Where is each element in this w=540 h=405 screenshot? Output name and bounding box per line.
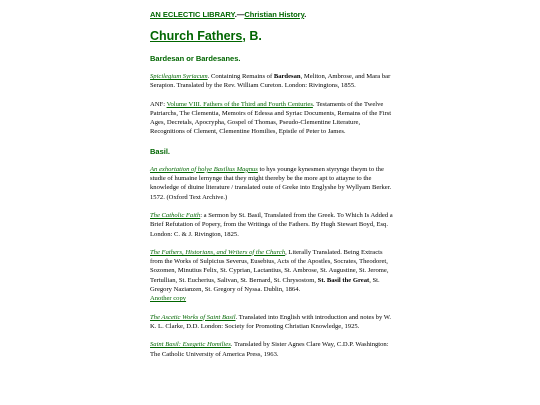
list-item <box>150 211 395 239</box>
entry-text: to hys younge kynesmen styrynge theym to the studie of humaine lernynge that they might thereby be the more apt to attayne to the knowledge of diuine literature / translated oute of Greke into Englyshe by Wyllyam Berker. 1572. (Oxford Text Archive.) <box>150 165 392 201</box>
breadcrumb-library-link[interactable]: AN ECLECTIC LIBRARY <box>150 10 235 19</box>
entry-text: . Translated into English with introduction and notes by W. K. L. Clarke, D.D. London: Society for Promoting Christian Knowledge, 1925. <box>150 313 392 330</box>
entry-title-link[interactable]: Volume VIII. Fathers of the Third and Fourth Centuries <box>166 100 313 108</box>
entry-text: , Meliton, Ambrose, and Mara bar Serapion. Translated by the Rev. William Cureton. London: Rivingtons, 1855. <box>150 73 391 90</box>
entry-title-link[interactable]: The Catholic Faith <box>150 211 201 219</box>
breadcrumb-section-link[interactable]: Christian History <box>244 10 305 19</box>
page-title <box>150 29 395 44</box>
entry-title-link[interactable]: The Fathers, Historians, and Writers of the Church <box>150 248 286 256</box>
entry-prefix: ANF: <box>150 100 167 108</box>
list-item <box>150 72 395 91</box>
section-heading-basil: Basil. <box>150 146 171 156</box>
list-item <box>150 340 395 359</box>
page-title-suffix: , B. <box>242 29 262 43</box>
entry-text: . Translated by Sister Agnes Clare Way, C.D.P. Washington: The Catholic University of America Press, 1963. <box>150 341 389 358</box>
entry-title-link[interactable]: The Ascetic Works of Saint Basil <box>150 313 236 321</box>
list-item <box>150 248 395 304</box>
entry-title-link[interactable]: An exhortation of holye Basilius Magnus <box>150 165 258 173</box>
page-content <box>150 10 395 359</box>
list-item <box>150 100 395 137</box>
page-title-link[interactable]: Church Fathers <box>150 29 243 43</box>
entry-bold-text: Bardesan <box>273 73 301 80</box>
entry-text: . Testaments of the Twelve Patriarchs, The Clementia, Memoirs of Edessa and Syriac Documents, Remains of the First Ages, Decretals, Apocrypha, Gospel of Thomas, Pseudo-Clementine Literature, Recognitions of Clement, Clementine Homilies, Epistle of Peter to James. <box>150 100 392 136</box>
another-copy-link[interactable]: Another copy <box>150 295 187 303</box>
entry-text: , Literally Translated. Being Extracts from the Works of Sulpicius Severus, Eusebius, Acts of the Apostles, Socrates, Theodoret, Sozomen, Minutius Felix, St. Cyprian, Lactantius, St. Ambrose, St. Augustine, St. Jerome, Tertullian, St. Eucherius, Salivan, St. Bernard, St. Chrysostom, <box>150 248 389 284</box>
entry-text: . Containing Remains of <box>207 73 274 80</box>
breadcrumb <box>150 10 395 19</box>
entry-bold-text: St. Basil the Great <box>317 276 370 284</box>
breadcrumb-separator: .— <box>234 10 245 19</box>
entry-title-link[interactable]: Saint Basil: Exegetic Homilies <box>150 341 231 349</box>
entry-title-link[interactable]: Spicilegium Syriacum <box>150 73 208 80</box>
entry-text: : a Sermon by St. Basil, Translated from the Greek. To Which Is Added a Brief Refutation of Popery, from the Writings of the Fathers. By Hugh Stewart Boyd, Esq. London: C. & J. Rivington, 1825. <box>150 211 393 238</box>
breadcrumb-end: . <box>304 10 307 19</box>
section-heading-bardesan: Bardesan or Bardesanes. <box>150 54 241 63</box>
entry-text: , St. Gregory Nazianzen, St. Gregory of Nyssa. Dublin, 1864. <box>150 276 380 294</box>
list-item <box>150 165 395 202</box>
list-item <box>150 313 395 332</box>
